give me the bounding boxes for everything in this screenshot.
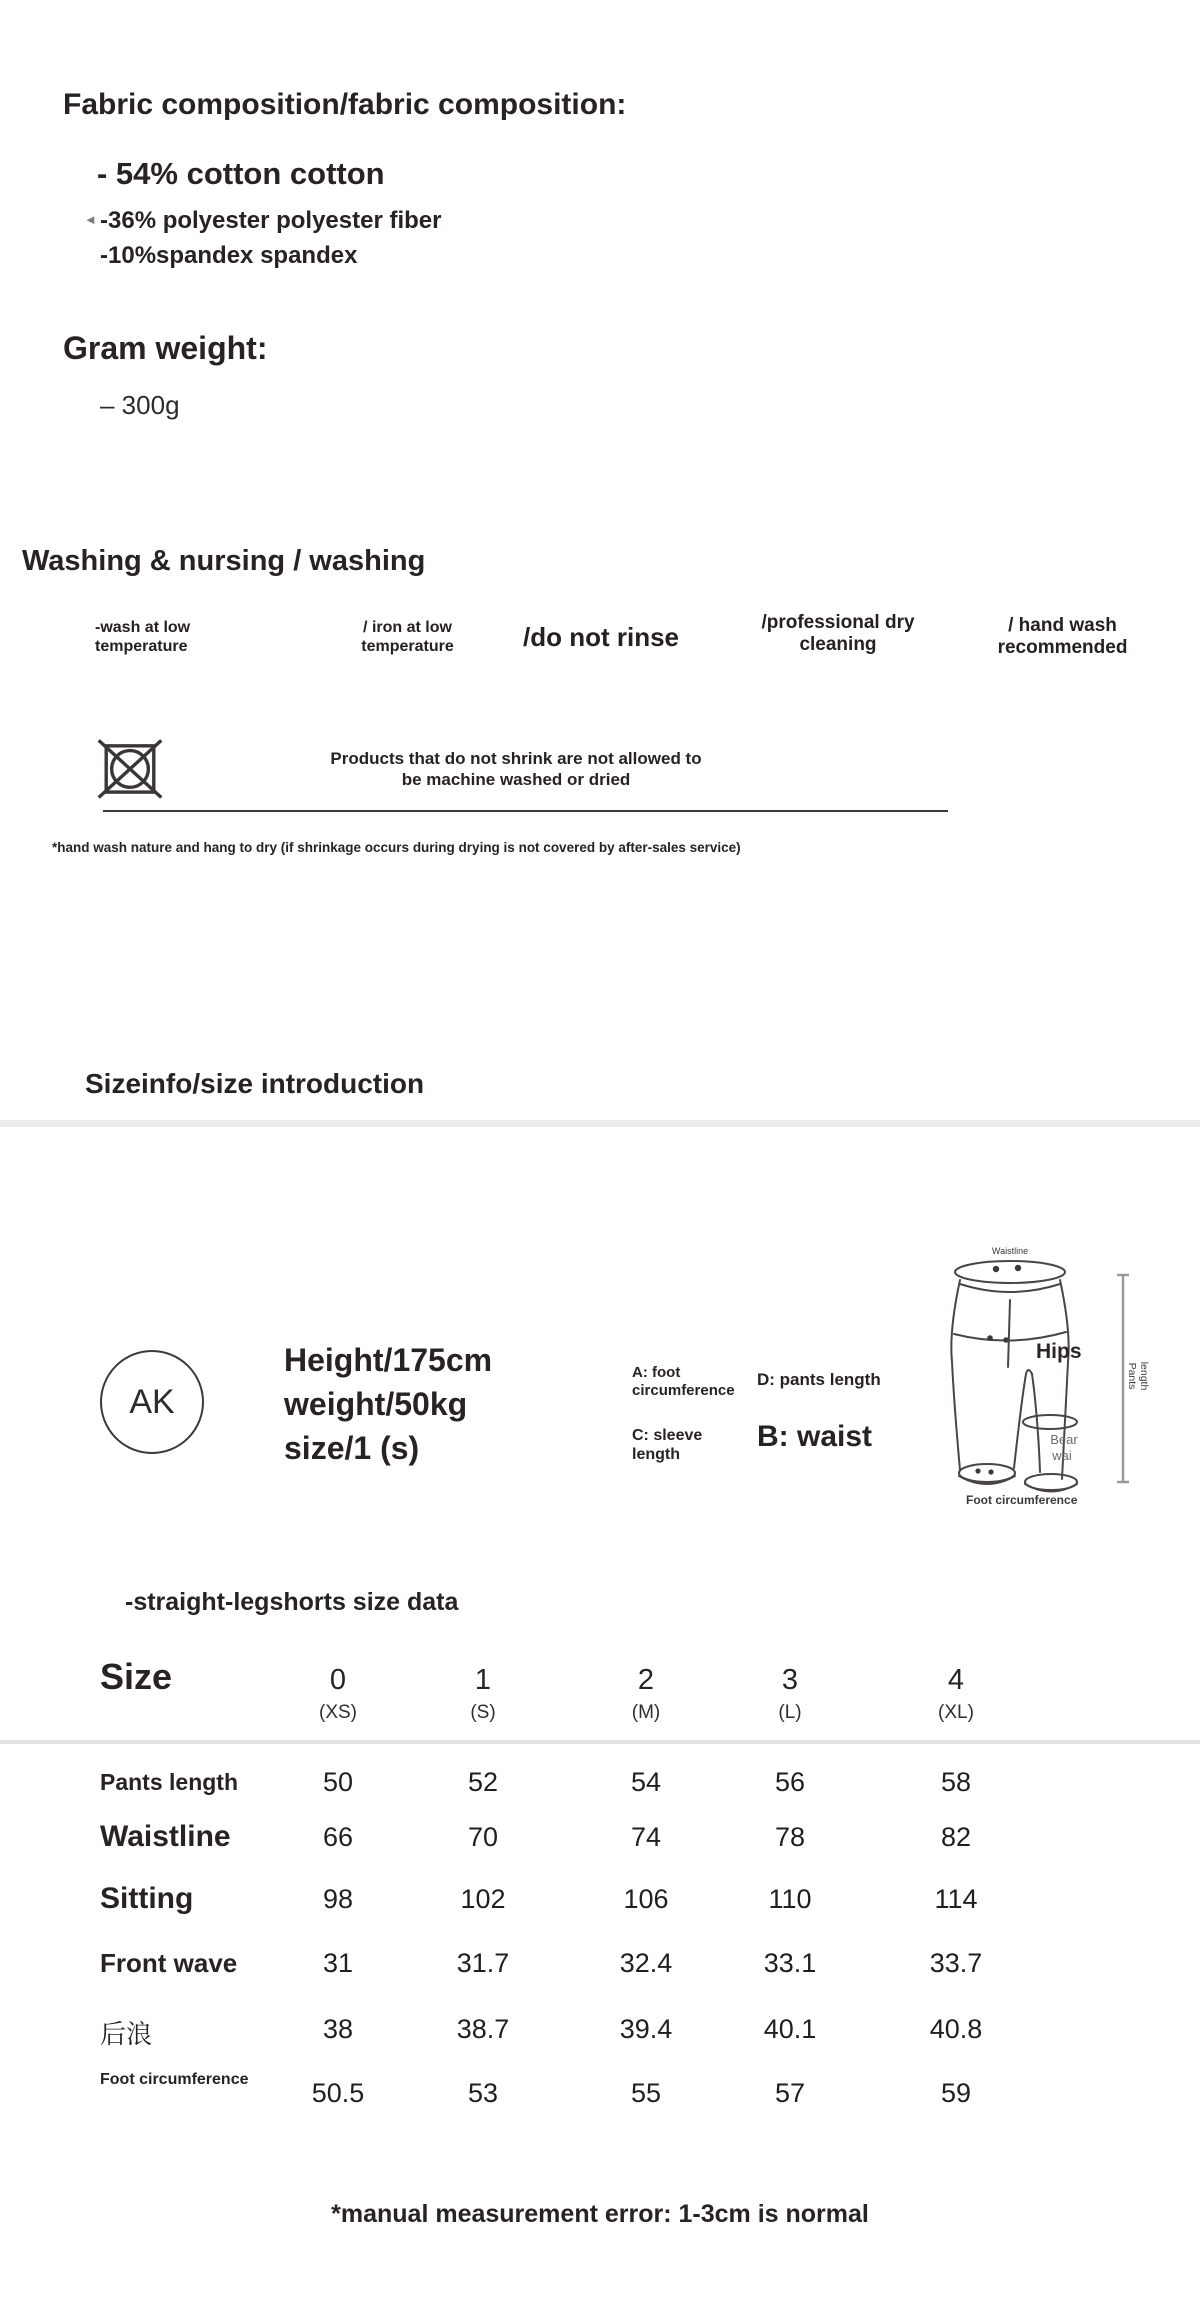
column-header-size-1: 1 (474, 1664, 492, 1696)
column-header-size-3: 3 (781, 1664, 799, 1696)
cell-value: 70 (467, 1822, 499, 1852)
cell-value: 82 (940, 1822, 972, 1852)
cell-value: 74 (630, 1822, 662, 1852)
column-header-size-2: 2 (637, 1664, 655, 1696)
model-stat-weight: weight/50kg (284, 1386, 468, 1422)
cell-value: 38 (322, 2014, 354, 2044)
row-label: Foot circumference (100, 2071, 249, 2088)
table-row-waistline (0, 1820, 1200, 1870)
cell-value: 50 (322, 1767, 354, 1797)
table-row-pants-length (0, 1765, 1200, 1815)
cell-value: 55 (630, 2078, 662, 2108)
washing-instruction-wash-low-temp: -wash at low temperature (95, 619, 191, 655)
fabric-item-spandex: -10%spandex spandex (100, 242, 358, 269)
measure-label-waist: B: waist (757, 1420, 873, 1453)
do-not-machine-wash-icon (96, 738, 164, 804)
divider-dark (103, 810, 948, 812)
hand-wash-footnote: *hand wash nature and hang to dry (if shrinkage occurs during drying is not covered by after-sales service) (52, 840, 741, 855)
cell-value: 56 (774, 1767, 806, 1797)
model-stat-height: Height/175cm (284, 1342, 493, 1378)
column-header-size-4: 4 (947, 1664, 965, 1696)
model-badge: AK (100, 1350, 204, 1454)
shorts-measurement-diagram (948, 1242, 1158, 1512)
table-row-foot-circumference (0, 2068, 1200, 2118)
washing-instruction-dry-cleaning: /professional dry cleaning (761, 612, 915, 655)
model-stat-size: size/1 (s) (284, 1430, 420, 1466)
measure-label-sleeve-length: C: sleeve length (632, 1427, 703, 1463)
cell-value: 114 (934, 1884, 978, 1914)
fabric-item-polyester: -36% polyester polyester fiber (100, 207, 442, 234)
row-label: Front wave (100, 1948, 238, 1978)
cell-value: 106 (623, 1884, 669, 1914)
cell-value: 78 (774, 1822, 806, 1852)
size-table-corner-label: Size (100, 1656, 173, 1697)
cell-value: 31 (322, 1948, 354, 1978)
table-row-sitting (0, 1882, 1200, 1932)
cell-value: 33.7 (929, 1948, 983, 1978)
table-row-front-wave (0, 1946, 1200, 1996)
cell-value: 52 (467, 1767, 499, 1797)
section-divider (0, 1120, 1200, 1127)
diagram-pants-length-line2: length (1138, 1361, 1150, 1391)
diagram-foot-circumference-label: Foot circumference (966, 1493, 1078, 1507)
cell-value: 40.8 (929, 2014, 983, 2044)
cell-value: 98 (322, 1884, 354, 1914)
washing-instruction-do-not-rinse: /do not rinse (523, 622, 679, 652)
column-header-size-0: 0 (329, 1664, 347, 1696)
column-header-alias-m: (M) (631, 1702, 661, 1723)
cell-value: 57 (774, 2078, 806, 2108)
laundry-warning-line2: be machine washed or dried (401, 770, 631, 789)
fabric-item-cotton: - 54% cotton cotton (97, 156, 385, 191)
cell-value: 54 (630, 1767, 662, 1797)
table-row-back-rise (0, 2012, 1200, 2062)
washing-heading: Washing & nursing / washing (22, 545, 426, 577)
cursor-artifact-icon: ◄ (84, 212, 97, 227)
cell-value: 58 (940, 1767, 972, 1797)
column-header-alias-s: (S) (470, 1702, 496, 1723)
size-table-heading: -straight-legshorts size data (125, 1588, 459, 1616)
laundry-warning-line1: Products that do not shrink are not allowed to (330, 749, 702, 768)
row-label: Waistline (100, 1820, 231, 1853)
cell-value: 33.1 (763, 1948, 817, 1978)
row-label: 后浪 (100, 2019, 153, 2049)
fabric-heading: Fabric composition/fabric composition: (63, 88, 627, 121)
washing-instruction-hand-wash: / hand wash recommended (997, 615, 1128, 658)
row-label: Sitting (100, 1882, 194, 1915)
cell-value: 31.7 (456, 1948, 510, 1978)
laundry-warning-text (186, 748, 846, 790)
diagram-hips-label: Hips (1036, 1340, 1082, 1363)
cell-value: 53 (467, 2078, 499, 2108)
cell-value: 110 (768, 1884, 812, 1914)
diagram-pants-length-line1: Pants (1126, 1362, 1138, 1390)
table-header-divider (0, 1740, 1200, 1744)
cell-value: 38.7 (456, 2014, 510, 2044)
cell-value: 102 (460, 1884, 506, 1914)
row-label: Pants length (100, 1769, 239, 1795)
cell-value: 32.4 (619, 1948, 673, 1978)
cell-value: 59 (940, 2078, 972, 2108)
measure-label-pants-length: D: pants length (757, 1370, 881, 1389)
diagram-bear-label-line1: Bear (1050, 1432, 1078, 1447)
cell-value: 50.5 (311, 2078, 365, 2108)
measure-label-foot-circumference: A: foot circumference (632, 1364, 735, 1399)
gram-weight-heading: Gram weight: (63, 330, 268, 366)
sizeinfo-heading: Sizeinfo/size introduction (85, 1068, 425, 1099)
diagram-waistline-label: Waistline (991, 1246, 1029, 1256)
diagram-bear-label-line2: wai (1052, 1448, 1072, 1463)
column-header-alias-l: (L) (778, 1702, 802, 1723)
model-stats (284, 1338, 492, 1470)
cell-value: 40.1 (763, 2014, 817, 2044)
cell-value: 66 (322, 1822, 354, 1852)
measurement-error-note: *manual measurement error: 1-3cm is normal (331, 2200, 869, 2228)
washing-instruction-iron-low-temp: / iron at low temperature (361, 619, 454, 655)
cell-value: 39.4 (619, 2014, 673, 2044)
gram-weight-value: – 300g (100, 390, 180, 420)
column-header-alias-xs: (XS) (319, 1702, 357, 1723)
column-header-alias-xl: (XL) (938, 1702, 974, 1723)
